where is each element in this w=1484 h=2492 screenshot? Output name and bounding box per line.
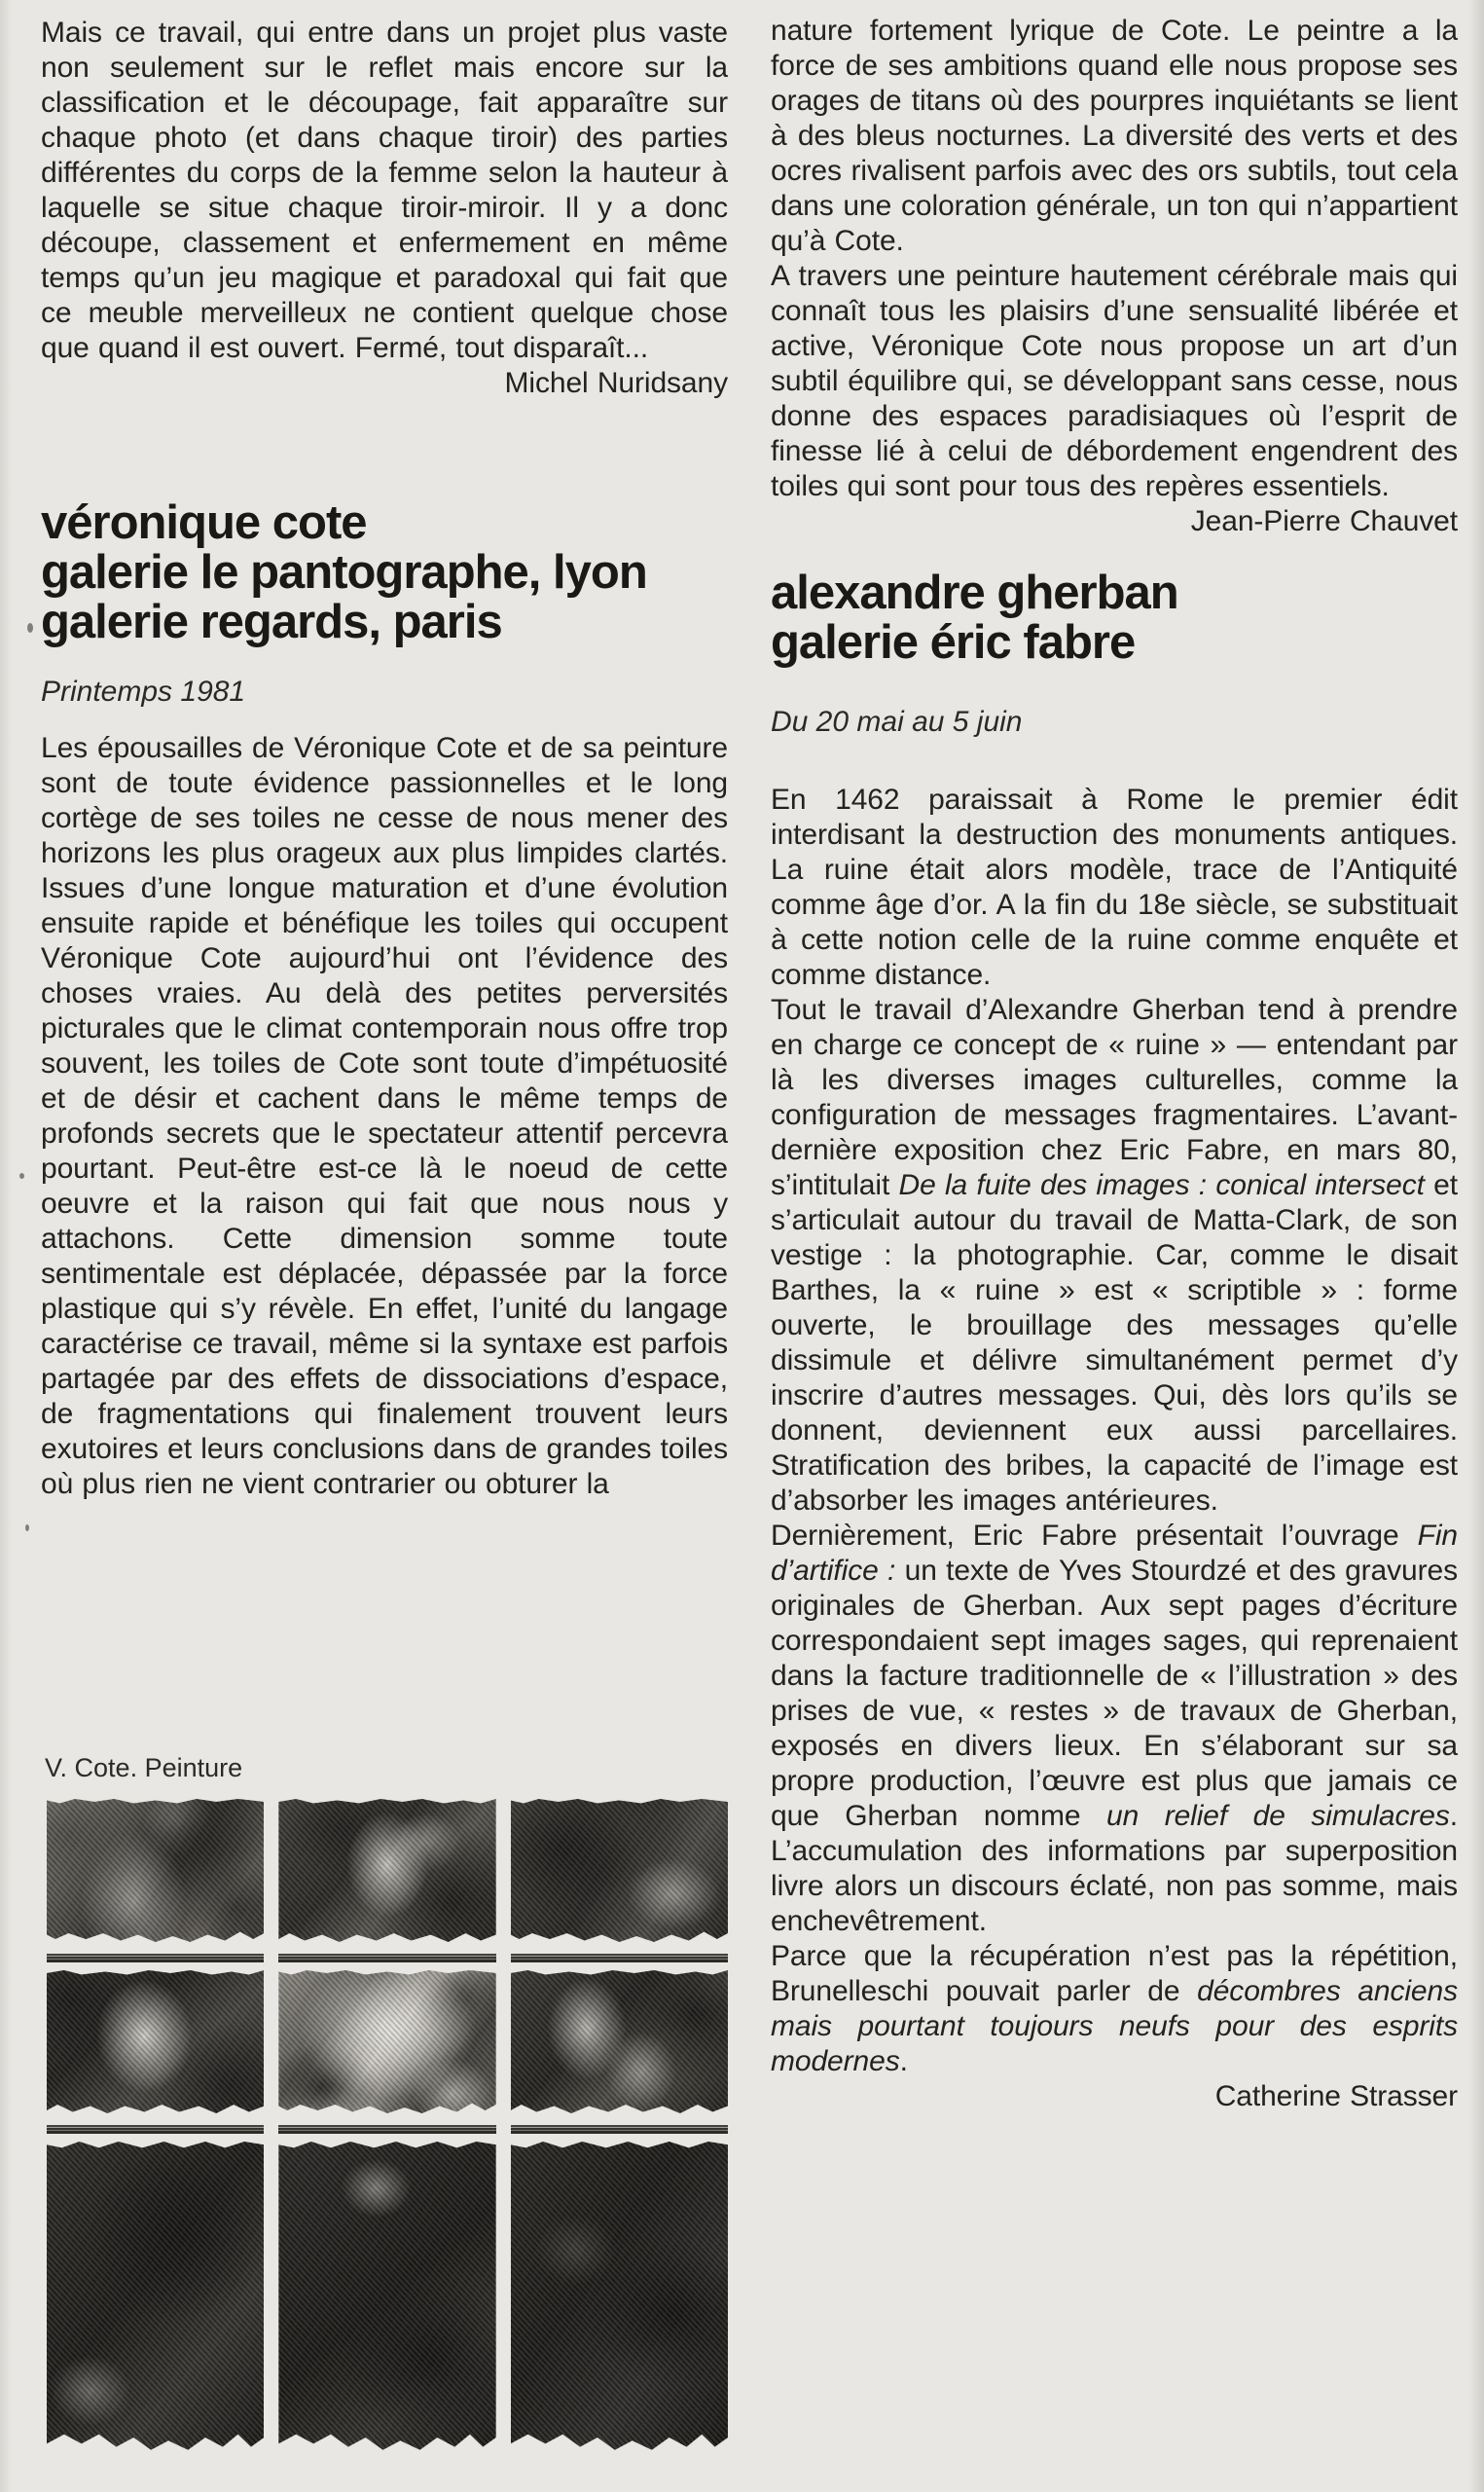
page-right-edge-shade bbox=[1468, 0, 1484, 2492]
artwork-separator-row bbox=[47, 1945, 728, 1970]
separator-bar bbox=[47, 2125, 264, 2134]
exhibition-heading-alexandre-gherban bbox=[771, 568, 1458, 668]
artwork-separator-row bbox=[47, 2116, 728, 2142]
painting-panel bbox=[511, 1970, 728, 2116]
painting-panel bbox=[47, 1970, 264, 2116]
painting-panel bbox=[278, 1970, 495, 2116]
signature-catherine-strasser: Catherine Strasser bbox=[1214, 2080, 1458, 2112]
separator-bar bbox=[511, 1954, 728, 1962]
paragraph-cote-review-closing: A travers une peinture hautement cérébrale mais qui connaît tous les plaisirs d’une sensualité libérée et active, Véronique Cote nous propose un art d’un subtil équilibre qui, se développant sans cesse, nous donne des espaces paradisiaques où l’esprit de finesse lié à celui de débordement engendrent des toiles qui sont pour tous des repères essentiels. bbox=[771, 260, 1458, 502]
painting-panel bbox=[278, 1799, 495, 1945]
heading-line-gallery-2: galerie regards, paris bbox=[41, 596, 502, 648]
heading-line-gallery: galerie éric fabre bbox=[771, 616, 1136, 669]
painting-panel bbox=[47, 1799, 264, 1945]
heading-line-gallery-1: galerie le pantographe, lyon bbox=[41, 546, 647, 599]
artwork-row bbox=[47, 1799, 728, 1945]
painting-panel bbox=[278, 2142, 495, 2453]
right-column bbox=[771, 14, 1458, 2114]
paper-speck bbox=[27, 623, 33, 633]
painting-panel bbox=[47, 2142, 264, 2453]
exhibition-date-cote: Printemps 1981 bbox=[41, 676, 246, 708]
paragraph-gherban-2: Tout le travail d’Alexandre Gherban tend à prendre en charge ce concept de « ruine » — entendant par là les diverses images culturelles, comme la configuration de messages fragmentaires. L’avant-dernière exposition chez Eric Fabre, en mars 80, s’intitulait De la fuite des images : conical intersect et s’articulait autour du travail de Matta-Clark, de son vestige : la photographie. Car, comme le disait Barthes, la « ruine » est « scriptible » : forme ouverte, le brouillage des messages qu’elle dissimule et délivre simultanément permet d’y inscrire d’autres messages. Qui, dès lors qu’ils se donnent, deviennent eux aussi parcellaires. Stratification des bribes, la capacité de l’image est d’absorber les images antérieures. bbox=[771, 994, 1459, 1517]
artwork-reproduction bbox=[47, 1799, 728, 2453]
figure-caption: V. Cote. Peinture bbox=[45, 1753, 243, 1782]
paragraph-cote-review-continuation: nature fortement lyrique de Cote. Le peintre a la force de ses ambitions quand elle nous propose ses orages de titans où des pourpres inquiétants se lient à des bleus nocturnes. La diversité des verts et des ocres rivalisent parfois avec des ors subtils, tout cela dans une coloration générale, un ton qui n’appartient qu’à Cote. bbox=[771, 15, 1458, 257]
separator-bar bbox=[278, 1954, 495, 1962]
left-column bbox=[41, 16, 728, 1502]
painting-panel bbox=[511, 1799, 728, 1945]
separator-bar bbox=[47, 1954, 264, 1962]
paragraph-cote-review: Les épousailles de Véronique Cote et de sa peinture sont de toute évidence passionnelles et le long cortège de ses toiles ne cesse de nous mener des horizons les plus orageux aux plus limpides clartés. Issues d’une longue maturation et d’une évolution ensuite rapide et bénéfique les toiles qui occupent Véronique Cote aujourd’hui ont l’évidence des choses vraies. Au delà des petites perversités picturales que le climat contemporain nous offre trop souvent, les toiles de Cote sont toute d’impétuosité et de désir et cachent dans le même temps de profonds secrets que le spectateur attentif percevra pourtant. Peut-être est-ce là le noeud de cette oeuvre et la raison qui fait que nous nous y attachons. Cette dimension somme toute sentimentale est déplacée, dépassée par la force plastique qui s’y révèle. En effet, l’unité du langage caractérise ce travail, même si la syntaxe est parfois partagée par des effets de dissociations d’espace, de fragmentations qui finalement trouvent leurs exutoires et leurs conclusions dans de grandes toiles où plus rien ne vient contrarier ou obturer la bbox=[41, 732, 728, 1500]
artwork-row bbox=[47, 2142, 728, 2453]
heading-line-artist: alexandre gherban bbox=[771, 567, 1178, 619]
artwork-row bbox=[47, 1970, 728, 2116]
paragraph-gherban-3: Dernièrement, Eric Fabre présentait l’ouvrage Fin d’artifice : un texte de Yves Stourdzé et des gravures originales de Gherban. Aux sept pages d’écriture correspondaient sept images sages, qui reprenaient dans la facture traditionnelle de « l’illustration » des prises de vue, « restes » de travaux de Gherban, exposés en divers lieux. En s’élaborant sur sa propre production, l’œuvre est plus que jamais ce que Gherban nomme un relief de simulacres. L’accumulation des informations par superposition livre alors un discours éclaté, non pas somme, mais enchevêtrement. bbox=[771, 1520, 1458, 1937]
paper-speck bbox=[25, 1524, 29, 1531]
paragraph-gherban-4: Parce que la récupération n’est pas la répétition, Brunelleschi pouvait parler de décombres anciens mais pourtant toujours neufs pour des esprits modernes. bbox=[771, 1940, 1458, 2077]
signature-jean-pierre-chauvet: Jean-Pierre Chauvet bbox=[1190, 505, 1458, 537]
paper-speck bbox=[19, 1173, 24, 1179]
exhibition-heading-veronique-cote bbox=[41, 498, 728, 647]
heading-line-artist: véronique cote bbox=[41, 496, 367, 549]
paragraph-nuridsany-continuation: Mais ce travail, qui entre dans un projet plus vaste non seulement sur le reflet mais encore sur la classification et le découpage, fait apparaître sur chaque photo (et dans chaque tiroir) des parties différentes du corps de la femme selon la hauteur à laquelle se situe chaque tiroir-miroir. Il y a donc découpe, classement et enfermement en même temps qu’un jeu magique et paradoxal qui fait que ce meuble merveilleux ne contient quelque chose que quand il est ouvert. Fermé, tout disparaît... bbox=[41, 17, 728, 364]
page-left-edge-shade bbox=[0, 0, 12, 2492]
exhibition-date-gherban: Du 20 mai au 5 juin bbox=[771, 706, 1023, 738]
separator-bar bbox=[511, 2125, 728, 2134]
separator-bar bbox=[278, 2125, 495, 2134]
signature-michel-nuridsany: Michel Nuridsany bbox=[504, 367, 728, 399]
paragraph-gherban-1: En 1462 paraissait à Rome le premier édit interdisant la destruction des monuments antiques. La ruine était alors modèle, trace de l’Antiquité comme âge d’or. A la fin du 18e siècle, se substituait à cette notion celle de la ruine comme enquête et comme distance. bbox=[771, 784, 1458, 991]
painting-panel bbox=[511, 2142, 728, 2453]
